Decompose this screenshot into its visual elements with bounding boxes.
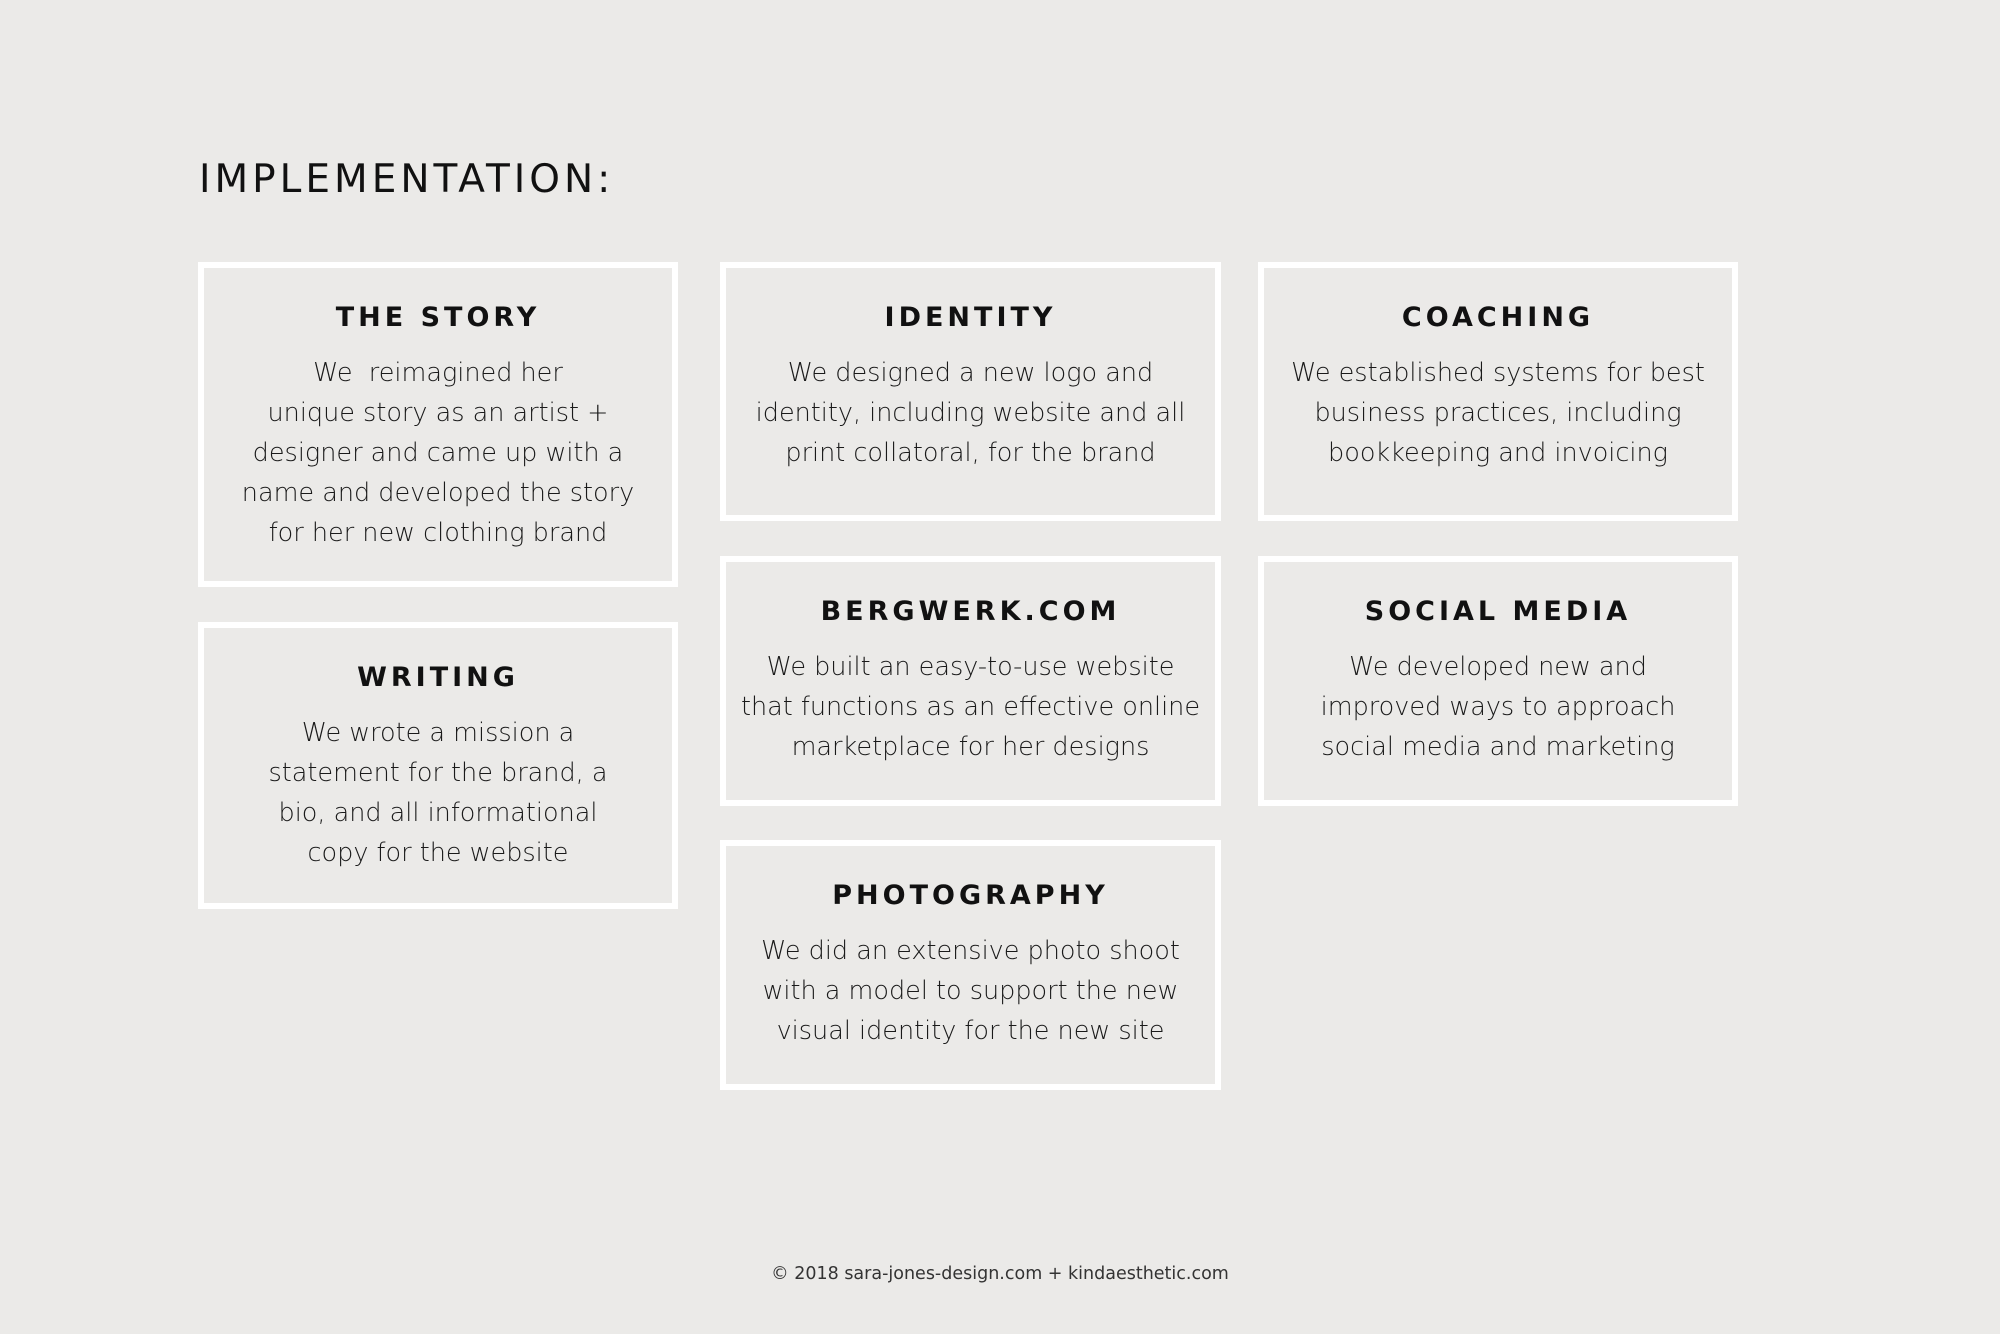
card-description <box>1264 353 1732 473</box>
card-coaching <box>1258 262 1738 521</box>
card-writing <box>198 622 678 909</box>
card-text-line: bookkeeping and invoicing <box>1328 438 1668 468</box>
card-description <box>204 713 672 873</box>
card-description <box>726 647 1215 767</box>
card-text-line: that functions as an effective online <box>740 692 1201 722</box>
card-description <box>204 353 672 553</box>
card-title: SOCIAL MEDIA <box>1364 596 1632 627</box>
card-text-line: visual identity for the new site <box>776 1016 1165 1046</box>
card-text-line: unique story as an artist + <box>267 398 609 428</box>
card-text-line: We designed a new logo and <box>787 358 1154 388</box>
card-text-line: We built an easy-to-use website <box>766 652 1175 682</box>
card-title: PHOTOGRAPHY <box>832 880 1109 911</box>
card-text-line: We established systems for best <box>1291 358 1705 388</box>
card-title: COACHING <box>1401 302 1595 333</box>
card-description <box>1264 647 1732 767</box>
card-identity <box>720 262 1221 521</box>
card-photography <box>720 840 1221 1090</box>
card-title: WRITING <box>357 662 519 693</box>
card-text-line: identity, including website and all <box>755 398 1186 428</box>
card-text-line: marketplace for her designs <box>791 732 1150 762</box>
copyright-footer: © 2018 sara-jones-design.com + kindaesthetic.com <box>771 1264 1229 1284</box>
card-text-line: name and developed the story <box>241 478 635 508</box>
card-social-media <box>1258 556 1738 806</box>
card-text-line: copy for the website <box>307 838 569 868</box>
card-text-line: We reimagined her <box>313 358 563 388</box>
card-title: THE STORY <box>335 302 541 333</box>
page-title: IMPLEMENTATION: <box>199 157 615 202</box>
card-description <box>726 353 1215 473</box>
card-title: IDENTITY <box>884 302 1057 333</box>
card-title: BERGWERK.COM <box>820 596 1121 627</box>
card-text-line: bio, and all informational <box>278 798 598 828</box>
card-text-line: social media and marketing <box>1321 732 1675 762</box>
card-text-line: designer and came up with a <box>252 438 624 468</box>
card-bergwerk-com <box>720 556 1221 806</box>
card-text-line: statement for the brand, a <box>268 758 608 788</box>
card-text-line: We developed new and <box>1349 652 1647 682</box>
card-text-line: We wrote a mission a <box>301 718 575 748</box>
card-text-line: print collatoral, for the brand <box>785 438 1156 468</box>
card-text-line: improved ways to approach <box>1320 692 1676 722</box>
card-text-line: We did an extensive photo shoot <box>761 936 1180 966</box>
card-text-line: for her new clothing brand <box>268 518 608 548</box>
card-text-line: business practices, including <box>1314 398 1682 428</box>
card-text-line: with a model to support the new <box>762 976 1179 1006</box>
card-the-story <box>198 262 678 587</box>
card-description <box>726 931 1215 1051</box>
